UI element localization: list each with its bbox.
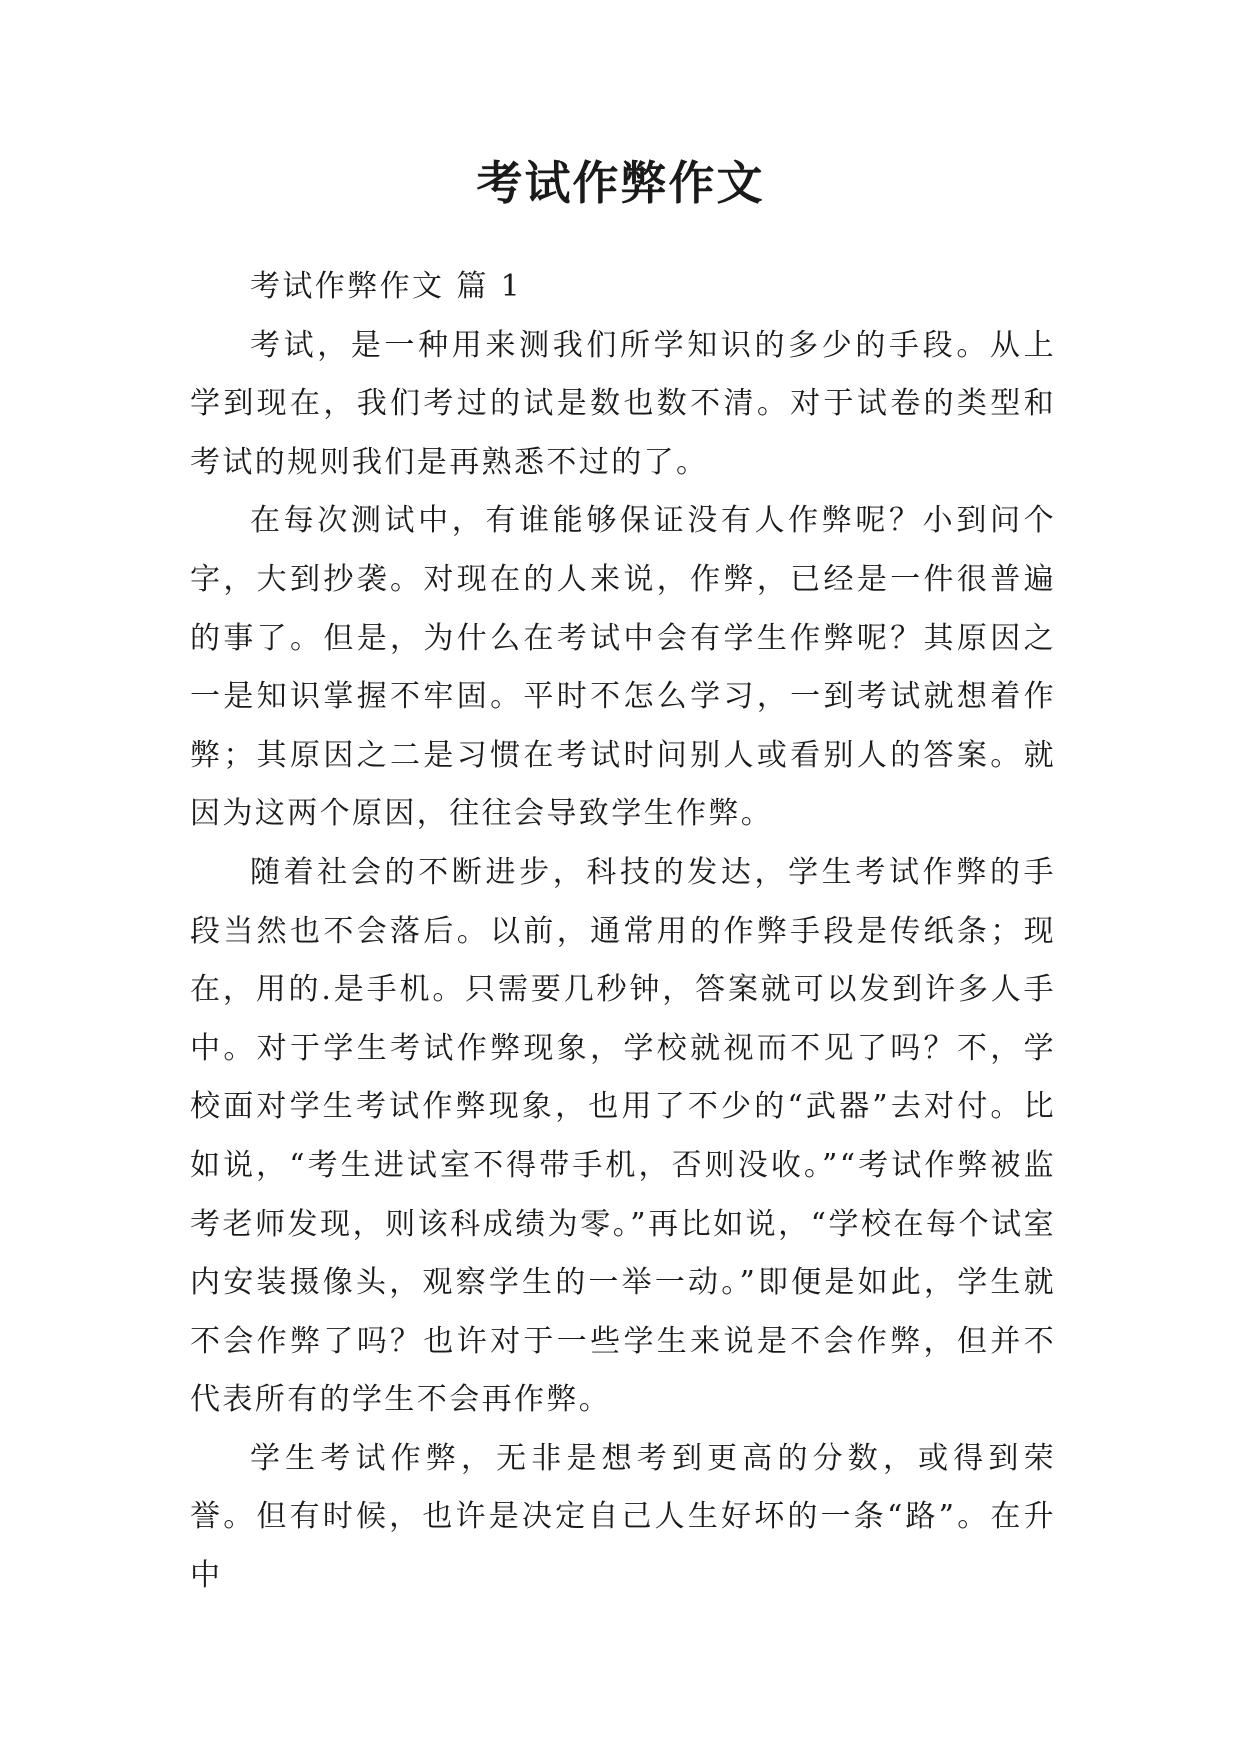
- paragraph: 学生考试作弊，无非是想考到更高的分数，或得到荣誉。但有时候，也许是决定自己人生好坏的一条“路”。在升中: [190, 1440, 1056, 1594]
- document-body: [190, 258, 1056, 1606]
- paragraph: 随着社会的不断进步，科技的发达，学生考试作弊的手段当然也不会落后。以前，通常用的作弊手段是传纸条；现在，用的.是手机。只需要几秒钟，答案就可以发到许多人手中。对于学生考试作弊现象，学校就视而不见了吗？不，学校面对学生考试作弊现象，也用了不少的“武器”去对付。比如说，“考生进试室不得带手机，否则没收。”“考试作弊被监考老师发现，则该科成绩为零。”再比如说，“学校在每个试室内安装摄像头，观察学生的一举一动。”即便是如此，学生就不会作弊了吗？也许对于一些学生来说是不会作弊，但并不代表所有的学生不会再作弊。: [190, 854, 1056, 1418]
- paragraph: 考试，是一种用来测我们所学知识的多少的手段。从上学到现在，我们考过的试是数也数不清。对于试卷的类型和考试的规则我们是再熟悉不过的了。: [190, 327, 1056, 480]
- paragraph: 在每次测试中，有谁能够保证没有人作弊呢？小到问个字，大到抄袭。对现在的人来说，作弊，已经是一件很普遍的事了。但是，为什么在考试中会有学生作弊呢？其原因之一是知识掌握不牢固。平时不怎么学习，一到考试就想着作弊；其原因之二是习惯在考试时问别人或看别人的答案。就因为这两个原因，往往会导致学生作弊。: [190, 503, 1056, 832]
- section-heading: 考试作弊作文 篇 1: [250, 269, 523, 304]
- document-title: 考试作弊作文: [476, 156, 765, 210]
